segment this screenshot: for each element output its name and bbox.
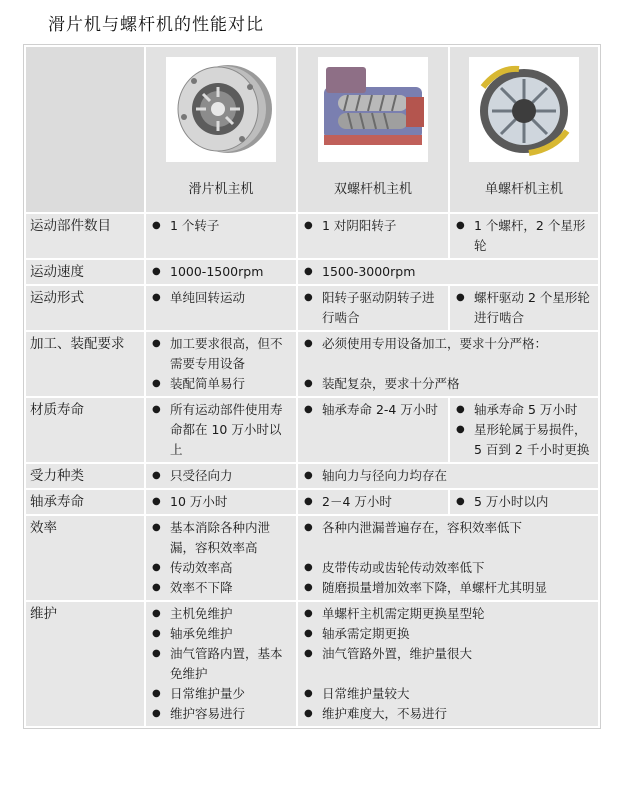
list-item: ● 单纯回转运动 — [152, 290, 246, 305]
row-label: 受力种类 — [26, 464, 144, 488]
cell-screw-combined — [298, 260, 598, 284]
row-label: 加工、装配要求 — [26, 332, 144, 396]
row-label: 材质寿命 — [26, 398, 144, 462]
list-item: ● 皮带传动或齿轮传动效率低下 — [304, 560, 485, 575]
cell-single-screw — [450, 286, 598, 330]
cell-screw-combined — [298, 516, 598, 600]
list-item: ● 必须使用专用设备加工，要求十分严格： — [304, 336, 548, 351]
list-item: ● 日常维护量少 — [152, 686, 246, 701]
cell-screw-combined — [298, 602, 598, 726]
list-item: ● 1500-3000rpm — [304, 264, 416, 279]
comparison-table — [23, 44, 601, 729]
list-item: ● 随磨损量增加效率下降，单螺杆尤其明显 — [304, 580, 548, 595]
cell-twin-screw — [298, 398, 448, 462]
row-maintenance — [26, 602, 598, 726]
header-label-sliding-vane: 滑片机主机 — [188, 182, 254, 197]
list-item: ● 1 个转子 — [152, 218, 220, 233]
row-efficiency — [26, 516, 598, 600]
cell-sliding-vane — [146, 490, 296, 514]
list-item: ● 效率不下降 — [152, 580, 233, 595]
row-bearing-life — [26, 490, 598, 514]
cell-screw-combined — [298, 332, 598, 396]
header-label-twin-screw: 双螺杆机主机 — [333, 182, 412, 197]
row-lifespan — [26, 398, 598, 462]
cell-sliding-vane — [146, 398, 296, 462]
row-machining — [26, 332, 598, 396]
page-title: 滑片机与螺杆机的性能对比 — [48, 15, 264, 35]
list-item: ● 维护难度大，不易进行 — [304, 706, 448, 721]
list-item: ● 轴承寿命 2-4 万小时 — [304, 402, 438, 417]
cell-sliding-vane — [146, 602, 296, 726]
row-label: 维护 — [26, 602, 144, 726]
cell-twin-screw — [298, 214, 448, 258]
header-row — [26, 47, 598, 212]
list-item: ● 10 万小时 — [152, 494, 228, 509]
list-item: ● 轴承寿命 5 万小时 — [456, 402, 578, 417]
list-item: ● 2－4 万小时 — [304, 494, 392, 509]
list-item: ● 阳转子驱动阴转子进行啮合 — [304, 290, 435, 325]
row-label: 效率 — [26, 516, 144, 600]
cell-single-screw — [450, 398, 598, 462]
corner-cell — [26, 47, 144, 212]
list-item: ● 维护容易进行 — [152, 706, 246, 721]
list-item: ● 星形轮属于易损件，5 百到 2 千小时更换 — [456, 422, 590, 457]
row-label: 运动速度 — [26, 260, 144, 284]
header-single-screw — [450, 47, 598, 212]
list-item: ● 1000-1500rpm — [152, 264, 264, 279]
list-item: ● 1 对阴阳转子 — [304, 218, 397, 233]
cell-sliding-vane — [146, 260, 296, 284]
cell-sliding-vane — [146, 214, 296, 258]
list-item: ● 基本消除各种内泄漏，容积效率高 — [152, 520, 271, 555]
list-item: ● 日常维护量较大 — [304, 686, 410, 701]
list-item: ● 1 个螺杆，2 个星形轮 — [456, 218, 586, 253]
cell-twin-screw — [298, 490, 448, 514]
sliding-vane-compressor-image — [166, 57, 276, 162]
row-motion-type — [26, 286, 598, 330]
cell-twin-screw — [298, 286, 448, 330]
cell-sliding-vane — [146, 516, 296, 600]
list-item: ● 所有运动部件使用寿命都在 10 万小时以上 — [152, 402, 283, 457]
list-item: ● 主机免维护 — [152, 606, 233, 621]
cell-sliding-vane — [146, 286, 296, 330]
header-label-single-screw: 单螺杆机主机 — [484, 182, 563, 197]
list-item: ● 各种内泄漏普遍存在，容积效率低下 — [304, 520, 523, 535]
cell-single-screw — [450, 490, 598, 514]
list-item: ● 装配复杂，要求十分严格 — [304, 376, 460, 391]
list-item: ● 油气管路外置，维护量很大 — [304, 646, 473, 661]
list-item: ● 只受径向力 — [152, 468, 233, 483]
list-item: ● 单螺杆主机需定期更换星型轮 — [304, 606, 485, 621]
list-item: ● 轴承免维护 — [152, 626, 233, 641]
row-label: 轴承寿命 — [26, 490, 144, 514]
list-item: ● 5 万小时以内 — [456, 494, 549, 509]
list-item: ● 油气管路内置，基本免维护 — [152, 646, 283, 681]
header-twin-screw — [298, 47, 448, 212]
list-item: ● 轴向力与径向力均存在 — [304, 468, 448, 483]
single-screw-compressor-image — [469, 57, 579, 162]
cell-sliding-vane — [146, 464, 296, 488]
row-force-type — [26, 464, 598, 488]
twin-screw-compressor-image — [318, 57, 428, 162]
cell-screw-combined — [298, 464, 598, 488]
row-speed — [26, 260, 598, 284]
row-label: 运动形式 — [26, 286, 144, 330]
list-item: ● 加工要求很高，但不需要专用设备 — [152, 336, 283, 371]
list-item: ● 轴承需定期更换 — [304, 626, 410, 641]
cell-single-screw — [450, 214, 598, 258]
cell-sliding-vane — [146, 332, 296, 396]
row-moving-parts — [26, 214, 598, 258]
row-label: 运动部件数目 — [26, 214, 144, 258]
list-item: ● 螺杆驱动 2 个星形轮进行啮合 — [456, 290, 590, 325]
header-sliding-vane — [146, 47, 296, 212]
list-item: ● 传动效率高 — [152, 560, 233, 575]
list-item: ● 装配简单易行 — [152, 376, 246, 391]
